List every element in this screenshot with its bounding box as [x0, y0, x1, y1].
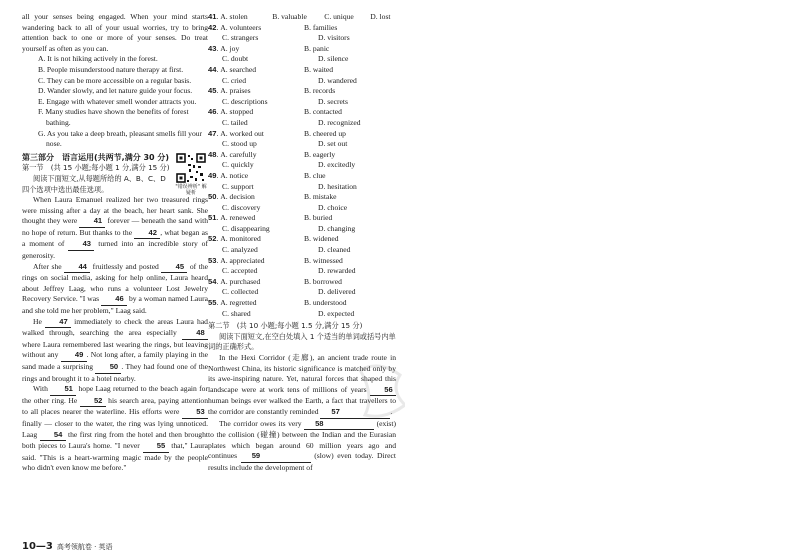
footer-text: 高考领航卷 · 英语 [56, 542, 113, 551]
question-55-row: 55. A. regretted B. understood [208, 298, 396, 309]
passage-text: forever — beneath the sand with no hope of return. But thanks to the [22, 216, 209, 237]
answer-option[interactable]: C. disappearing [222, 223, 270, 233]
section2-instructions: 阅读下面短文,在空白处填入 1 个适当的单词或括号内单词的正确形式。 [208, 331, 396, 352]
answer-option[interactable]: B. panic [304, 43, 330, 53]
answer-option[interactable]: A. worked out [220, 128, 264, 138]
passage-text: . They had found one of the rings and brought it to a hotel nearby. [22, 362, 208, 383]
section3-header [22, 153, 208, 195]
answer-option[interactable]: A. volunteers [220, 22, 262, 32]
question-43-row [208, 54, 396, 65]
answer-option[interactable]: B. understood [304, 298, 347, 308]
blank-48[interactable]: 48 [182, 328, 208, 340]
answer-option[interactable]: C. cried [222, 75, 247, 85]
answer-option[interactable]: A. appreciated [220, 255, 265, 265]
passage-text: With [33, 384, 51, 394]
answer-option[interactable]: A. decision [220, 192, 255, 202]
passage-text: of the rings on social media, asking for help online, Laura heard about Jeffrey Laag, who runs a volunteer Lost Jewelry Recovery Service. "I was [22, 261, 208, 304]
blank-46[interactable]: 46 [101, 294, 127, 306]
blank-52[interactable]: 52 [80, 396, 106, 408]
question-48-row: 48. A. carefully B. eagerly [208, 150, 396, 161]
question-44-row [208, 76, 396, 87]
option-item: C. They can be more accessible on a regular basis. [38, 75, 192, 85]
answer-option[interactable]: C. strangers [222, 33, 259, 43]
question-number: 41 [208, 12, 217, 21]
answer-option[interactable]: A. praises [220, 86, 251, 96]
section3-title: 第三部分 语言运用(共两节,满分 30 分) [22, 152, 170, 162]
answer-option[interactable]: B. families [304, 22, 338, 32]
blank-42[interactable]: 42 [134, 228, 160, 240]
question-52-row [208, 245, 396, 256]
cloze-passage [22, 195, 208, 474]
question-44-row: 44. A. searched B. waited [208, 65, 396, 76]
answer-option[interactable]: B. clue [304, 170, 326, 180]
blank-45[interactable]: 45 [161, 262, 187, 274]
blank-55[interactable]: 55 [143, 441, 169, 453]
section2-paragraph-2: The corridor owes its very 58 (exist) to the collision (碰撞) between the Indian and the Eurasian plates which began around 60 million years ago and continues 59 (slow) even today. Direct results include the development of [208, 418, 396, 472]
passage-text: finally — closer to the water, the ring was lying unnoticed. Laag [22, 418, 208, 439]
passage-text: his search area, paying attention to all places nearer the waterline. His efforts were [22, 395, 208, 417]
answer-option[interactable]: B. valuable [272, 12, 307, 21]
qr-label: "错误辨析" 解疑析 [175, 183, 207, 196]
passage-text: , what began as a moment of [22, 227, 208, 249]
blank-59[interactable]: 59 [241, 451, 311, 463]
question-number: 55 [208, 298, 217, 308]
answer-option[interactable]: B. borrowed [304, 276, 342, 286]
question-46-row: 46. A. stopped B. contacted [208, 107, 396, 118]
page-number: 10—3 [22, 541, 53, 552]
left-column [22, 12, 208, 474]
option-item: A. It is not hiking actively in the forest. [38, 54, 158, 64]
answer-option[interactable]: C. doubt [222, 54, 249, 64]
blank-right-page [405, 0, 800, 556]
passage-text: that," Laura said. "This is a heart-warming magic made by the people who didn't even know me before." [22, 441, 208, 473]
question-52-row: 52. A. monitored B. widened [208, 234, 396, 245]
passage-text: immediately to check the areas Laura had walked through, searching the area especially [22, 316, 208, 338]
question-number: 49 [208, 170, 217, 180]
seven-choice-options [22, 54, 208, 149]
question-47-row [208, 139, 396, 150]
question-42-row [208, 33, 396, 44]
blank-41[interactable]: 41 [79, 216, 105, 228]
question-41-row: 41 . A. stolen B. valuable C. unique D. lost [208, 12, 391, 21]
answer-option[interactable]: C. discovery [222, 202, 261, 212]
left-top-paragraph: all your senses being engaged. When your mind starts wandering back to all of your usual worries, try to bring attention back to one or more of your senses. Do treat yourself as often as you can. [22, 12, 208, 53]
answer-option[interactable]: A. carefully [220, 149, 257, 159]
question-47-row: 47. A. worked out B. cheered up [208, 129, 396, 140]
section3-sec1: 第一节 (共 15 小题;每小题 1 分,满分 15 分) [22, 163, 170, 173]
qr-code-icon [176, 153, 206, 183]
option-item: G. As you take a deep breath, pleasant smells fill your nose. [38, 128, 203, 149]
answer-option[interactable]: D. excitedly [318, 160, 356, 170]
question-49-row [208, 182, 396, 193]
answer-option[interactable]: D. rewarded [318, 266, 356, 276]
question-46-row [208, 118, 396, 129]
passage-text: hope Laag returned to the beach again for the other ring. He [22, 384, 208, 405]
blank-51[interactable]: 51 [50, 384, 76, 396]
question-53-row [208, 266, 396, 277]
answer-option[interactable]: D. cleaned [318, 245, 351, 255]
passage-paragraph [22, 317, 208, 385]
faint-watermark [350, 360, 410, 430]
question-number: 47 [208, 128, 217, 138]
answer-option[interactable]: B. witnessed [304, 255, 343, 265]
question-42-row: 42. A. volunteers B. families [208, 23, 396, 34]
question-43-row: 43. A. joy B. panic [208, 44, 396, 55]
answer-option[interactable]: A. regretted [220, 298, 257, 308]
answer-option[interactable]: D. choice [318, 202, 348, 212]
section2-paragraph-1: In the Hexi Corridor (走廊), an ancient trade route in Northwest China, its historic significance is matched only by its awe-inspiring nature. Yet, natural forces that shaped this landscape were at work tens of millions of years 56 human beings ever walked the Earth, a fact that travellers to the corridor are constantly reminded 57 . [208, 353, 396, 419]
cloze-options-list [208, 12, 396, 319]
answer-option[interactable]: C. tailed [222, 117, 248, 127]
answer-option[interactable]: C. collected [222, 287, 259, 297]
blank-53[interactable]: 53 [182, 407, 208, 419]
question-number: 46 [208, 107, 217, 117]
answer-option[interactable]: D. visitors [318, 33, 350, 43]
answer-option[interactable]: D. wandered [318, 75, 357, 85]
answer-option[interactable]: D. expected [318, 308, 355, 318]
question-number: 53 [208, 255, 217, 265]
answer-option[interactable]: D. secrets [318, 96, 348, 106]
blank-57[interactable]: 57 [320, 407, 390, 419]
answer-option[interactable]: D. recognized [318, 117, 361, 127]
answer-option[interactable]: A. stolen [220, 12, 248, 21]
question-number: 50 [208, 192, 217, 202]
answer-option[interactable]: A. notice [220, 170, 249, 180]
question-45-row: 45. A. praises B. records [208, 86, 396, 97]
blank-54[interactable]: 54 [40, 430, 66, 442]
question-55-row [208, 309, 396, 320]
blank-56[interactable]: 56 [370, 385, 396, 397]
blank-44[interactable]: 44 [64, 262, 90, 274]
answer-option[interactable]: B. buried [304, 213, 333, 223]
blank-50[interactable]: 50 [95, 362, 121, 374]
answer-option[interactable]: A. joy [220, 43, 240, 53]
answer-option[interactable]: B. records [304, 86, 336, 96]
question-number: 43 [208, 43, 217, 53]
answer-option[interactable]: C. unique [324, 12, 354, 21]
answer-option[interactable]: D. hesitation [318, 181, 357, 191]
answer-option[interactable]: B. widened [304, 234, 339, 244]
answer-option[interactable]: D. changing [318, 223, 356, 233]
answer-option[interactable]: B. contacted [304, 107, 342, 117]
option-item: E. Engage with whatever smell wonder attracts you. [38, 96, 197, 106]
passage-text: . Not long after, a family playing in the sand made a surprising [22, 350, 209, 371]
answer-option[interactable]: D. delivered [318, 287, 356, 297]
answer-option[interactable]: C. analyzed [222, 245, 258, 255]
answer-option[interactable]: C. shared [222, 308, 251, 318]
passage-text: He [33, 316, 45, 326]
passage-paragraph [22, 262, 208, 317]
passage-text: fruitlessly and posted [90, 261, 162, 271]
question-number: 54 [208, 276, 217, 286]
passage-text: where Laura remembered last wearing the rings, but leaving without any [22, 339, 208, 360]
answer-option[interactable]: C. descriptions [222, 96, 268, 106]
answer-option[interactable]: A. renewed [220, 213, 256, 223]
question-number: 51 [208, 213, 217, 223]
option-item: F. Many studies have shown the benefits of forest bathing. [38, 107, 189, 127]
answer-option[interactable]: C. support [222, 181, 254, 191]
answer-option[interactable]: D. lost [370, 12, 391, 21]
answer-option[interactable]: C. stood up [222, 139, 257, 149]
question-number: 44 [208, 64, 217, 74]
answer-option[interactable]: D. silence [318, 54, 349, 64]
answer-option[interactable]: A. searched [220, 64, 257, 74]
passage-text: turned into an incredible story of generosity. [22, 239, 208, 261]
question-50-row [208, 203, 396, 214]
answer-option[interactable]: B. cheered up [304, 128, 346, 138]
blank-47[interactable]: 47 [45, 317, 71, 329]
question-number: 52 [208, 234, 217, 244]
passage-text: After she [33, 261, 65, 271]
option-item: D. Wander slowly, and let nature guide your focus. [38, 86, 193, 96]
question-45-row [208, 97, 396, 108]
answer-option[interactable]: B. eagerly [304, 149, 336, 159]
question-51-row [208, 224, 396, 235]
answer-option[interactable]: C. accepted [222, 266, 258, 276]
question-50-row: 50. A. decision B. mistake [208, 192, 396, 203]
blank-49[interactable]: 49 [61, 350, 87, 362]
answer-option[interactable]: D. set out [318, 139, 348, 149]
question-48-row [208, 160, 396, 171]
question-54-row: 54. A. purchased B. borrowed [208, 277, 396, 288]
answer-option[interactable]: B. mistake [304, 192, 337, 202]
blank-58[interactable]: 58 [304, 419, 374, 431]
question-51-row: 51. A. renewed B. buried [208, 213, 396, 224]
option-item: B. People misunderstood nature therapy at first. [38, 64, 184, 74]
answer-option[interactable]: B. waited [304, 64, 334, 74]
question-number: 42 [208, 22, 217, 32]
answer-option[interactable]: A. monitored [220, 234, 261, 244]
passage-text: When Laura Emanuel realized her two treasured rings were missing after a day at the beach, her heart sank. She thought they were [22, 195, 208, 226]
question-number: 48 [208, 149, 217, 159]
passage-text: by a woman named Laura and she told me her problem," Laag said. [22, 294, 209, 316]
section2-title: 第二节 (共 10 小题;每小题 1.5 分,满分 15 分) [208, 321, 363, 331]
passage-paragraph [22, 384, 208, 474]
passage-paragraph [22, 195, 208, 262]
question-54-row [208, 287, 396, 298]
answer-option[interactable]: A. purchased [220, 276, 261, 286]
answer-option[interactable]: C. quickly [222, 160, 254, 170]
blank-43[interactable]: 43 [68, 239, 94, 251]
passage-text: the first ring from the hotel and then brought both pieces to Laura's home. "I never [22, 429, 209, 451]
question-53-row: 53. A. appreciated B. witnessed [208, 256, 396, 267]
answer-option[interactable]: A. stopped [220, 107, 254, 117]
page-footer [22, 541, 113, 552]
question-number: 45 [208, 86, 217, 96]
question-49-row: 49. A. notice B. clue [208, 171, 396, 182]
section3-instructions: 阅读下面短文,从每题所给的 A、B、C、D 四个选项中选出最佳选项。 [22, 173, 166, 194]
